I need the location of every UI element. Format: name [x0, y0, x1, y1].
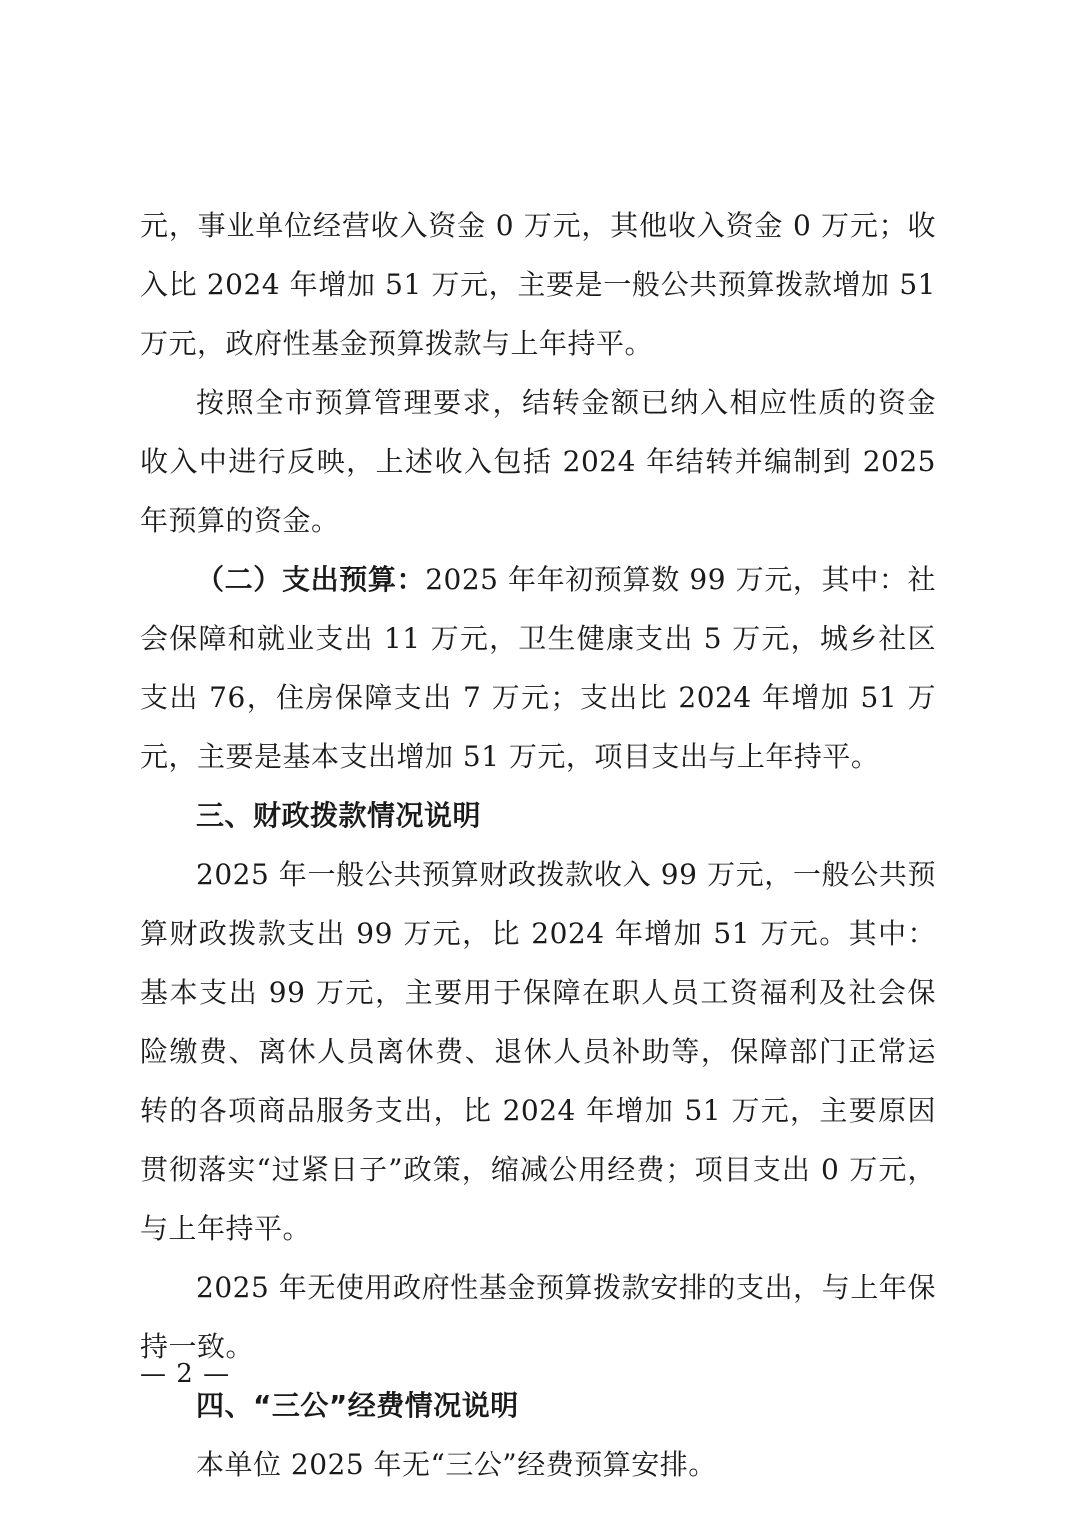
- page-number: — 2 —: [140, 1359, 231, 1389]
- paragraph-carryover-note: 按照全市预算管理要求，结转金额已纳入相应性质的资金收入中进行反映，上述收入包括 2024 年结转并编制到 2025 年预算的资金。: [140, 386, 936, 537]
- document-body: [140, 196, 936, 1494]
- section-heading-fiscal-allocation: 三、财政拨款情况说明: [196, 799, 482, 832]
- paragraph-fiscal-allocation: 2025 年一般公共预算财政拨款收入 99 万元，一般公共预算财政拨款支出 99 万元，比 2024 年增加 51 万元。其中：基本支出 99 万元，主要用于保障在职人员工资福利及社会保险缴费、离休人员离休费、退休人员补助等，保障部门正常运转的各项商品服务支出，比 2024 年增加 51 万元，主要原因贯彻落实“过紧日子”政策，缩减公用经费；项目支出 0 万元，与上年持平。: [140, 858, 936, 1245]
- paragraph-income-continued: 元，事业单位经营收入资金 0 万元，其他收入资金 0 万元；收入比 2024 年增加 51 万元，主要是一般公共预算拨款增加 51 万元，政府性基金预算拨款与上年持平。: [140, 209, 936, 360]
- expenditure-budget-label: （二）支出预算：: [196, 563, 426, 596]
- paragraph-three-public-expenses: 本单位 2025 年无“三公”经费预算安排。: [196, 1448, 717, 1481]
- expenditure-budget-text: 2025 年年初预算数 99 万元，其中：社会保障和就业支出 11 万元，卫生健康支出 5 万元，城乡社区支出 76，住房保障支出 7 万元；支出比 2024 年增加 51 万元，主要是基本支出增加 51 万元，项目支出与上年持平。: [140, 563, 936, 773]
- paragraph-expenditure-budget: [140, 550, 936, 786]
- section-heading-three-public-expenses: 四、“三公”经费情况说明: [196, 1389, 519, 1422]
- paragraph-government-fund: 2025 年无使用政府性基金预算拨款安排的支出，与上年保持一致。: [140, 1271, 936, 1363]
